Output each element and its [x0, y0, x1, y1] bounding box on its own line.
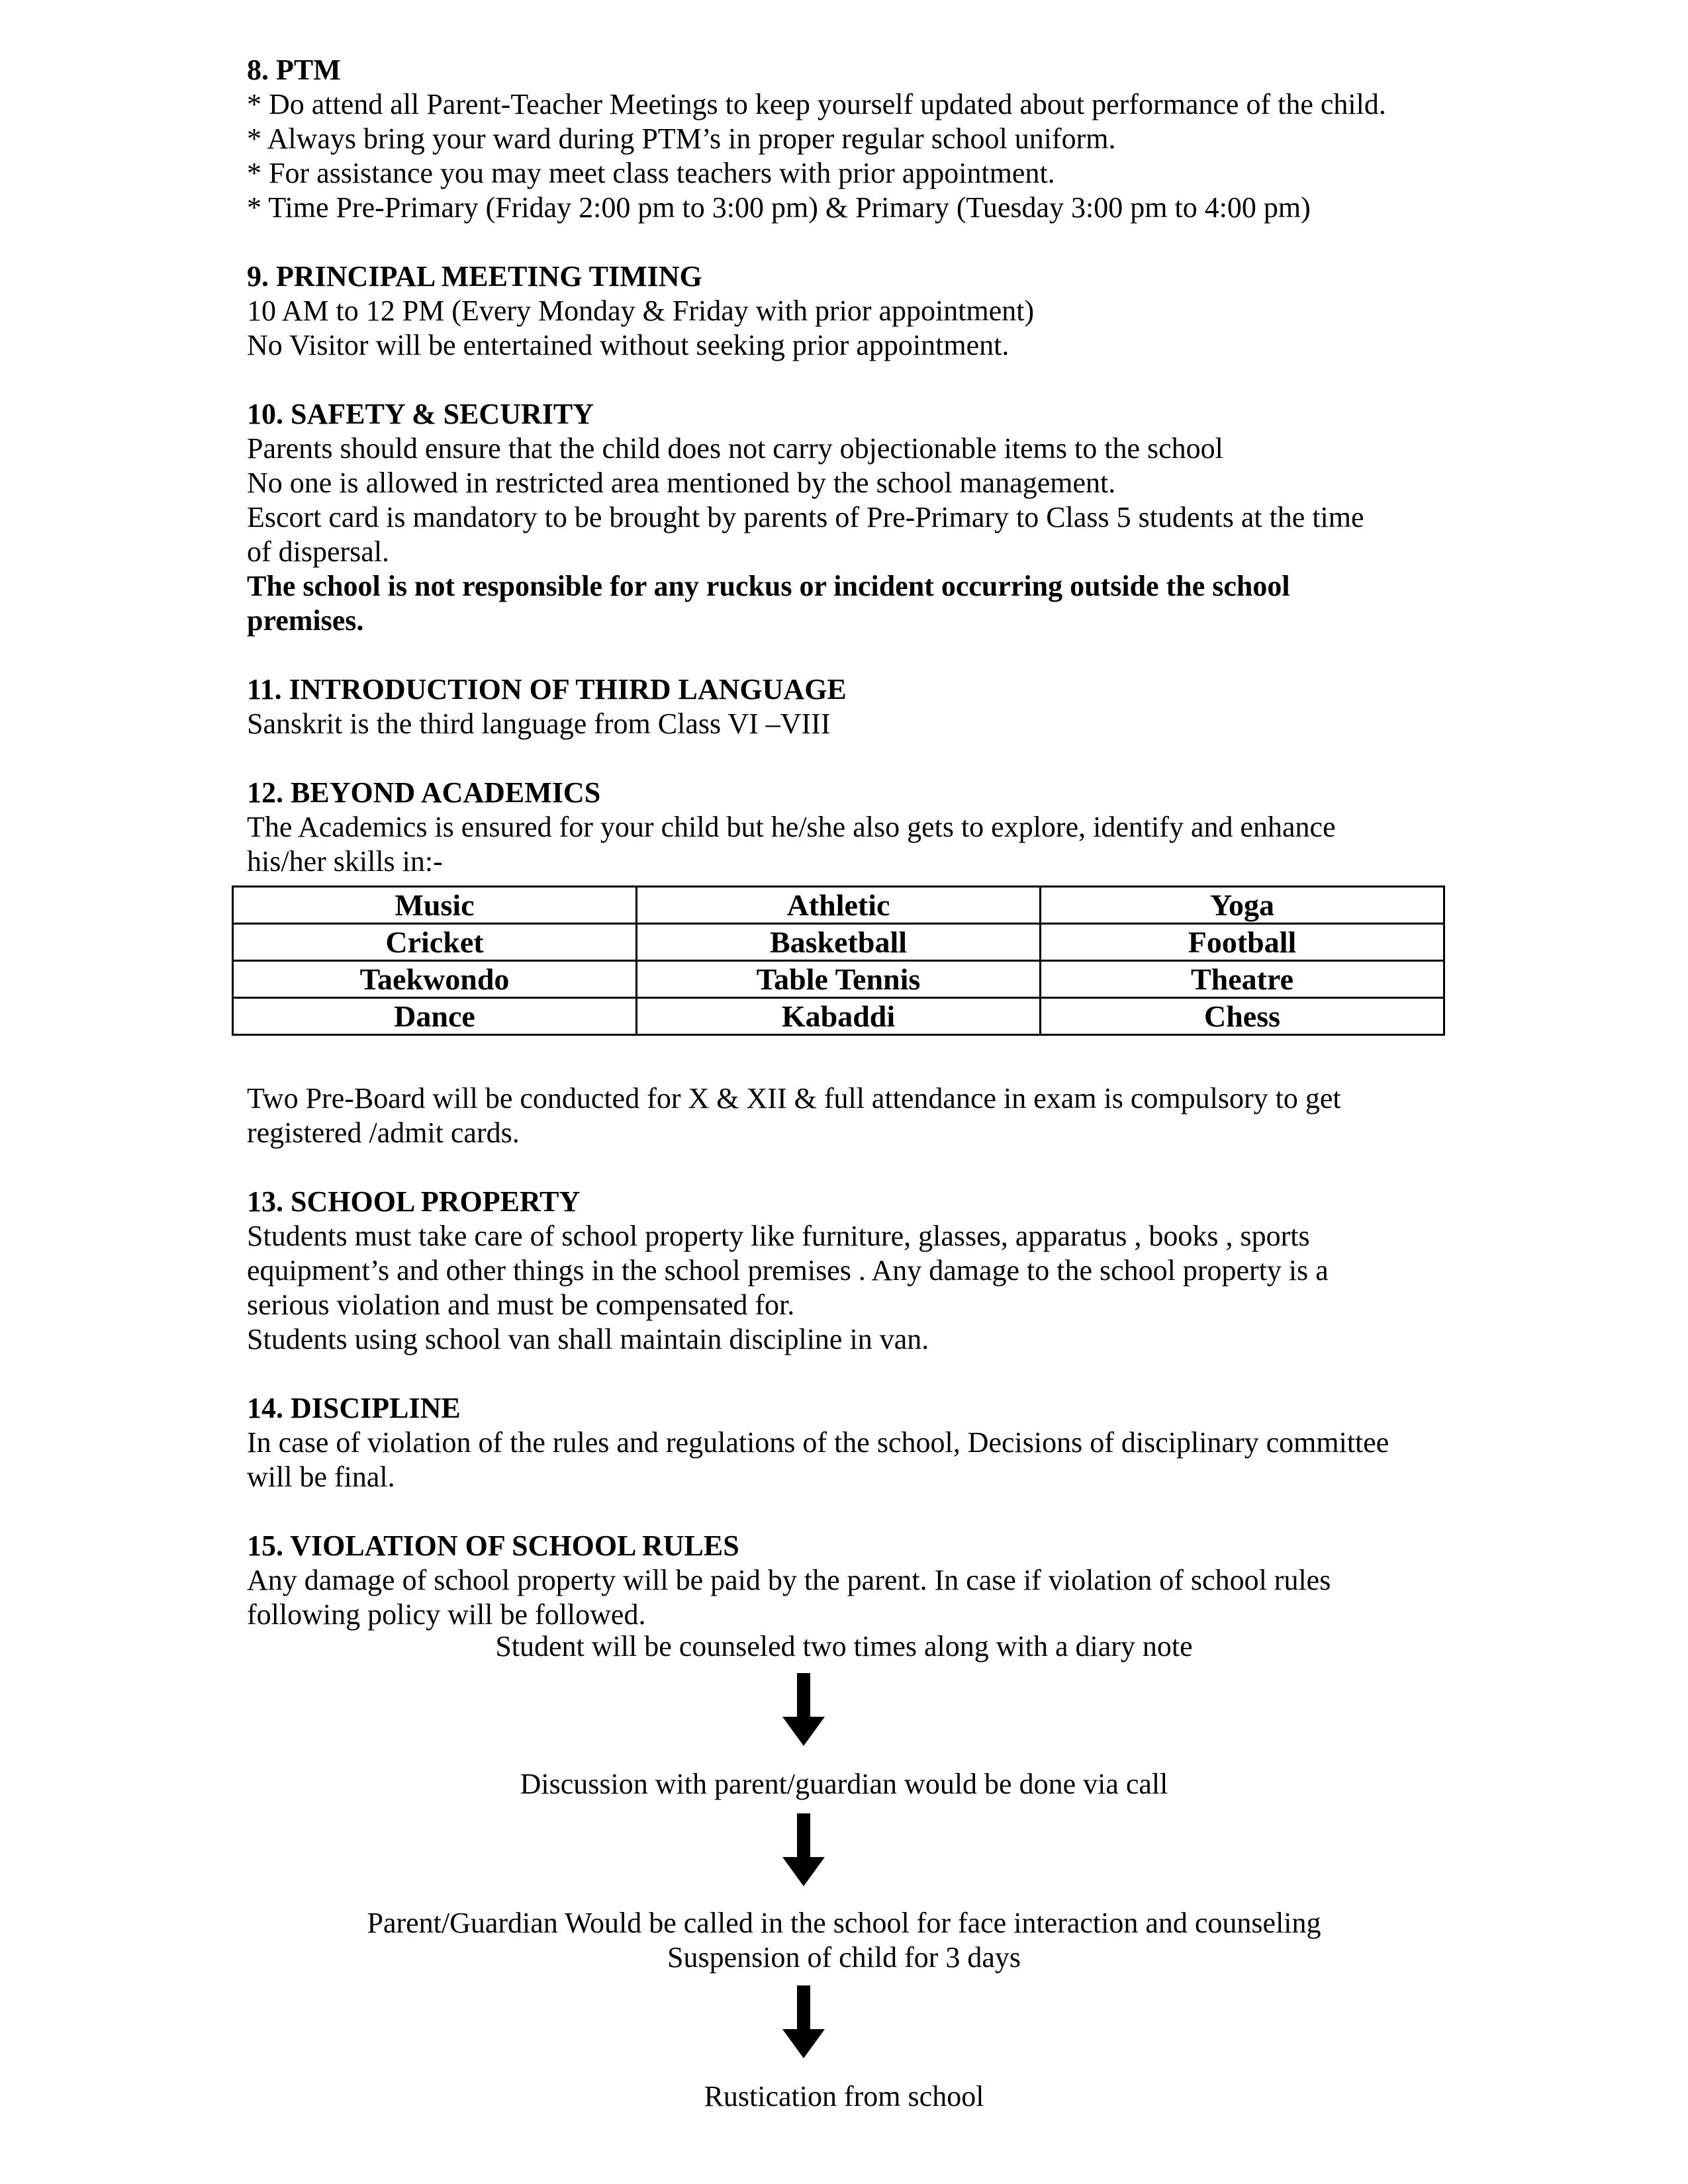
table-row — [233, 961, 1444, 998]
table-cell: Athletic — [637, 887, 1041, 924]
text-line: Escort card is mandatory to be brought by parents of Pre-Primary to Class 5 students at the time — [247, 501, 1364, 533]
down-arrow-icon — [782, 1673, 825, 1746]
section-preboard-note — [247, 1081, 1452, 1150]
text-line: Two Pre-Board will be conducted for X & XII & full attendance in exam is compulsory to get — [247, 1082, 1341, 1115]
section-title: 8. PTM — [247, 54, 341, 86]
text-line: his/her skills in:- — [247, 845, 443, 878]
text-line: * Do attend all Parent-Teacher Meetings to keep yourself updated about performance of the child. — [247, 88, 1386, 120]
text-line: equipment’s and other things in the school premises . Any damage to the school property is a — [247, 1254, 1329, 1287]
document-page-lower — [247, 1081, 1452, 1632]
section-title: 9. PRINCIPAL MEETING TIMING — [247, 260, 702, 293]
text-line: Any damage of school property will be paid by the parent. In case if violation of school rules — [247, 1564, 1331, 1596]
table-row — [233, 924, 1444, 961]
section-principal-meeting — [247, 259, 1452, 363]
section-discipline — [247, 1391, 1452, 1494]
table-row — [233, 998, 1444, 1035]
text-line: * Always bring your ward during PTM’s in proper regular school uniform. — [247, 122, 1116, 155]
text-line: Parents should ensure that the child does not carry objectionable items to the school — [247, 432, 1223, 465]
text-line: No one is allowed in restricted area mentioned by the school management. — [247, 467, 1116, 499]
bold-text-line: premises. — [247, 604, 364, 637]
section-title: 13. SCHOOL PROPERTY — [247, 1185, 581, 1218]
text-line: serious violation and must be compensated for. — [247, 1289, 795, 1321]
down-arrow-icon — [782, 1813, 825, 1886]
text-line: 10 AM to 12 PM (Every Monday & Friday with prior appointment) — [247, 295, 1035, 327]
flow-step-rustication: Rustication from school — [704, 2080, 984, 2113]
table-row — [233, 887, 1444, 924]
section-title: 11. INTRODUCTION OF THIRD LANGUAGE — [247, 673, 847, 705]
text-line: * For assistance you may meet class teachers with prior appointment. — [247, 157, 1055, 189]
section-title: 14. DISCIPLINE — [247, 1392, 461, 1424]
flow-step-call: Discussion with parent/guardian would be done via call — [520, 1768, 1168, 1800]
section-title: 10. SAFETY & SECURITY — [247, 398, 594, 430]
table-cell: Basketball — [637, 924, 1041, 961]
section-violation-rules — [247, 1529, 1452, 1632]
section-school-property — [247, 1185, 1452, 1357]
document-page — [247, 53, 1452, 879]
flow-step-counsel: Student will be counseled two times along with a diary note — [495, 1630, 1193, 1662]
text-line: No Visitor will be entertained without seeking prior appointment. — [247, 329, 1009, 361]
flow-step-interaction: Parent/Guardian Would be called in the school for face interaction and counseling — [367, 1907, 1321, 1939]
down-arrow-icon — [782, 1985, 825, 2058]
text-line: following policy will be followed. — [247, 1598, 646, 1631]
table-cell: Yoga — [1041, 887, 1444, 924]
text-line: Students must take care of school property like furniture, glasses, apparatus , books , sports — [247, 1220, 1310, 1252]
text-line: Sanskrit is the third language from Class VI –VIII — [247, 707, 831, 740]
table-cell: Chess — [1041, 998, 1444, 1035]
table-cell: Cricket — [233, 924, 637, 961]
bold-text-line: The school is not responsible for any ruckus or incident occurring outside the school — [247, 570, 1290, 602]
section-title: 12. BEYOND ACADEMICS — [247, 776, 601, 809]
text-line: In case of violation of the rules and regulations of the school, Decisions of disciplinary committee — [247, 1426, 1389, 1459]
table-cell: Table Tennis — [637, 961, 1041, 998]
section-beyond-academics — [247, 776, 1452, 879]
text-line: The Academics is ensured for your child but he/she also gets to explore, identify and enhance — [247, 811, 1336, 843]
table-cell: Taekwondo — [233, 961, 637, 998]
skills-table — [232, 886, 1445, 1036]
table-cell: Football — [1041, 924, 1444, 961]
section-third-language — [247, 672, 1452, 741]
section-ptm — [247, 53, 1452, 225]
text-line: of dispersal. — [247, 535, 390, 568]
section-title: 15. VIOLATION OF SCHOOL RULES — [247, 1529, 739, 1562]
flow-step-suspension: Suspension of child for 3 days — [667, 1941, 1021, 1974]
table-cell: Music — [233, 887, 637, 924]
text-line: will be final. — [247, 1461, 395, 1493]
table-cell: Dance — [233, 998, 637, 1035]
text-line: * Time Pre-Primary (Friday 2:00 pm to 3:00 pm) & Primary (Tuesday 3:00 pm to 4:00 pm) — [247, 191, 1311, 224]
text-line: Students using school van shall maintain discipline in van. — [247, 1323, 929, 1355]
section-safety-security — [247, 397, 1452, 638]
table-cell: Kabaddi — [637, 998, 1041, 1035]
table-cell: Theatre — [1041, 961, 1444, 998]
text-line: registered /admit cards. — [247, 1116, 520, 1149]
